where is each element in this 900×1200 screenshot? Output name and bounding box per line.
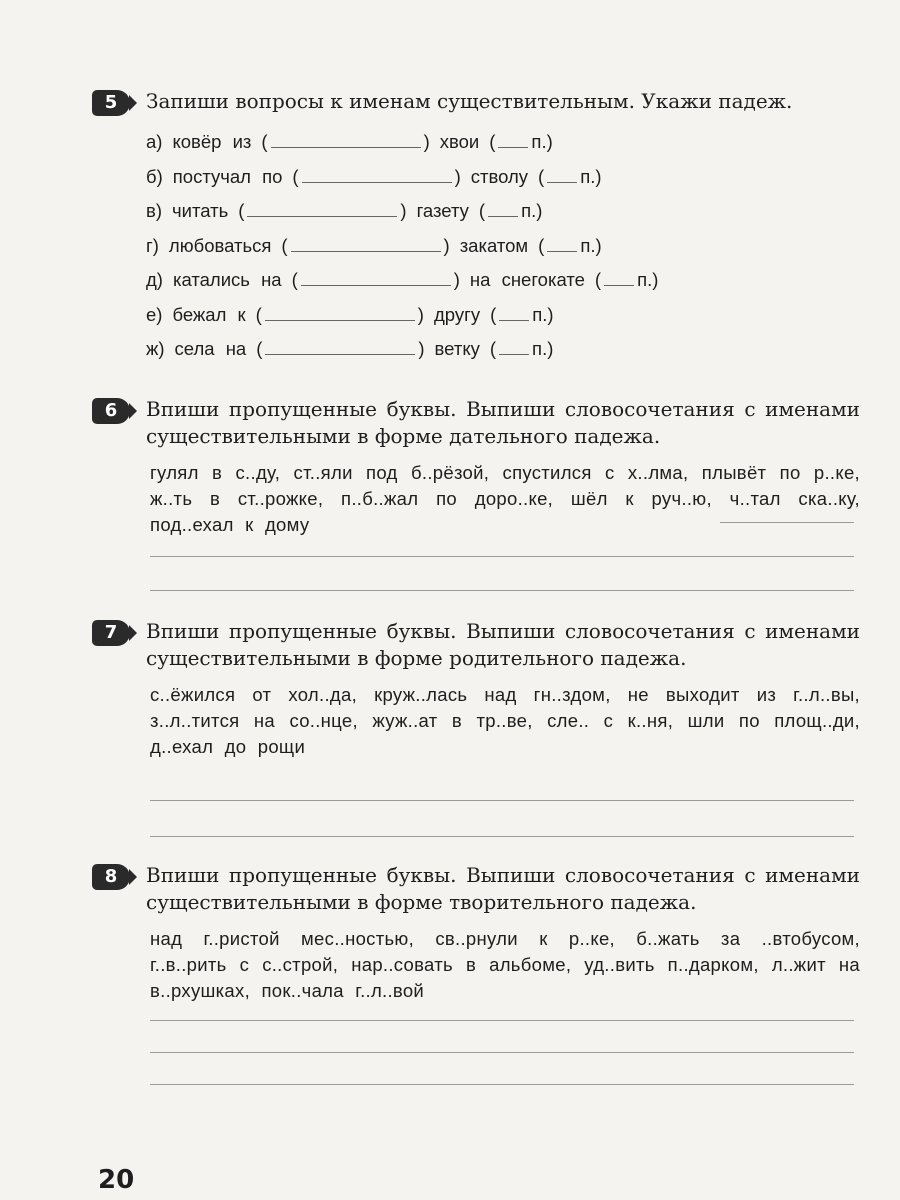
exercise-text: над г..ристой мес..ностью, св..рнули к р..ке, б..жать за ..втобусом, г..в..рить с с..строй, нар..совать в альбоме, уд..вить п..дарком, л..жит на в..рхушках, пок..чала г..л..вой	[150, 928, 860, 1001]
item-letter: в)	[146, 200, 162, 222]
item-letter: д)	[146, 269, 163, 291]
task-number-badge: 7	[92, 620, 130, 646]
answer-line[interactable]	[150, 836, 854, 837]
item-phrase-start: постучал по	[172, 165, 283, 187]
item-phrase-end: газету	[416, 200, 469, 222]
case-suffix: п.)	[521, 200, 543, 222]
task-instruction: Впиши пропущенные буквы. Выпиши словосочетания с именами существительными в форме творительного падежа.	[146, 863, 860, 914]
answer-line[interactable]	[150, 1052, 854, 1053]
task-instruction: Впиши пропущенные буквы. Выпиши словосочетания с именами существительными в форме дательного падежа.	[146, 397, 860, 448]
task-instruction: Впиши пропущенные буквы. Выпиши словосочетания с именами существительными в форме родительного падежа.	[146, 619, 860, 670]
item-phrase-end: закатом	[459, 234, 529, 256]
answer-line[interactable]	[720, 522, 854, 523]
exercise-item	[146, 298, 860, 333]
task-5	[92, 88, 860, 367]
case-blank[interactable]: ( п.)	[478, 200, 543, 222]
exercise-text: с..ёжился от хол..да, круж..лась над гн..здом, не выходит из г..л..вы, з..л..тится на со..нце, жуж..ат в тр..ве, сле.. с к..ня, шли по площ..ди, д..ехал до рощи	[150, 684, 860, 757]
answer-line[interactable]	[150, 1084, 854, 1085]
item-letter: ж)	[146, 338, 165, 360]
question-blank[interactable]: ( )	[238, 200, 407, 222]
item-phrase-end: хвои	[439, 131, 480, 153]
case-suffix: п.)	[532, 303, 554, 325]
case-blank[interactable]: ( п.)	[490, 303, 554, 325]
answer-line[interactable]	[150, 556, 854, 557]
case-blank[interactable]: ( п.)	[538, 165, 602, 187]
page-number: 20	[98, 1165, 135, 1195]
exercise-item	[146, 332, 860, 367]
answer-line[interactable]	[150, 1020, 854, 1021]
item-phrase-start: бежал к	[172, 303, 246, 325]
exercise-item	[146, 229, 860, 264]
task-number-badge: 6	[92, 398, 130, 424]
case-suffix: п.)	[531, 131, 553, 153]
task-number-badge: 8	[92, 864, 130, 890]
item-phrase-end: стволу	[470, 165, 529, 187]
case-suffix: п.)	[580, 165, 602, 187]
item-phrase-start: читать	[172, 200, 229, 222]
item-phrase-end: другу	[433, 303, 481, 325]
item-letter: г)	[146, 234, 159, 256]
item-letter: е)	[146, 303, 163, 325]
exercise-list	[146, 125, 860, 367]
item-phrase-start: любоваться	[168, 234, 272, 256]
case-blank[interactable]: ( п.)	[489, 131, 553, 153]
item-phrase-end: на снегокате	[469, 269, 585, 291]
question-blank[interactable]: ( )	[281, 234, 450, 256]
case-suffix: п.)	[637, 269, 659, 291]
task-8	[92, 862, 860, 1004]
case-suffix: п.)	[580, 234, 602, 256]
item-letter: б)	[146, 165, 163, 187]
question-blank[interactable]: ( )	[292, 165, 461, 187]
exercise-item	[146, 263, 860, 298]
question-blank[interactable]: ( )	[291, 269, 460, 291]
question-blank[interactable]: ( )	[255, 303, 424, 325]
exercise-text: гулял в с..ду, ст..яли под б..рёзой, спустился с х..лма, плывёт по р..ке, ж..ть в ст..рожке, п..б..жал по доро..ке, шёл к руч..ю, ч..тал ска..ку, под..ехал к дому	[150, 462, 860, 535]
case-blank[interactable]: ( п.)	[594, 269, 659, 291]
case-suffix: п.)	[532, 338, 554, 360]
task-number-badge: 5	[92, 90, 130, 116]
case-blank[interactable]: ( п.)	[489, 338, 554, 360]
item-phrase-start: ковёр из	[172, 131, 252, 153]
item-phrase-start: села на	[174, 338, 247, 360]
item-phrase-end: ветку	[434, 338, 480, 360]
answer-line[interactable]	[150, 590, 854, 591]
answer-line[interactable]	[150, 800, 854, 801]
item-phrase-start: катались на	[172, 269, 282, 291]
exercise-item	[146, 160, 860, 195]
task-7	[92, 618, 860, 760]
item-letter: а)	[146, 131, 163, 153]
exercise-item	[146, 194, 860, 229]
exercise-item	[146, 125, 860, 160]
task-instruction: Запиши вопросы к именам существительным. Укажи падеж.	[146, 89, 793, 113]
case-blank[interactable]: ( п.)	[538, 234, 602, 256]
question-blank[interactable]: ( )	[261, 131, 430, 153]
task-6	[92, 396, 860, 538]
question-blank[interactable]: ( )	[256, 338, 425, 360]
